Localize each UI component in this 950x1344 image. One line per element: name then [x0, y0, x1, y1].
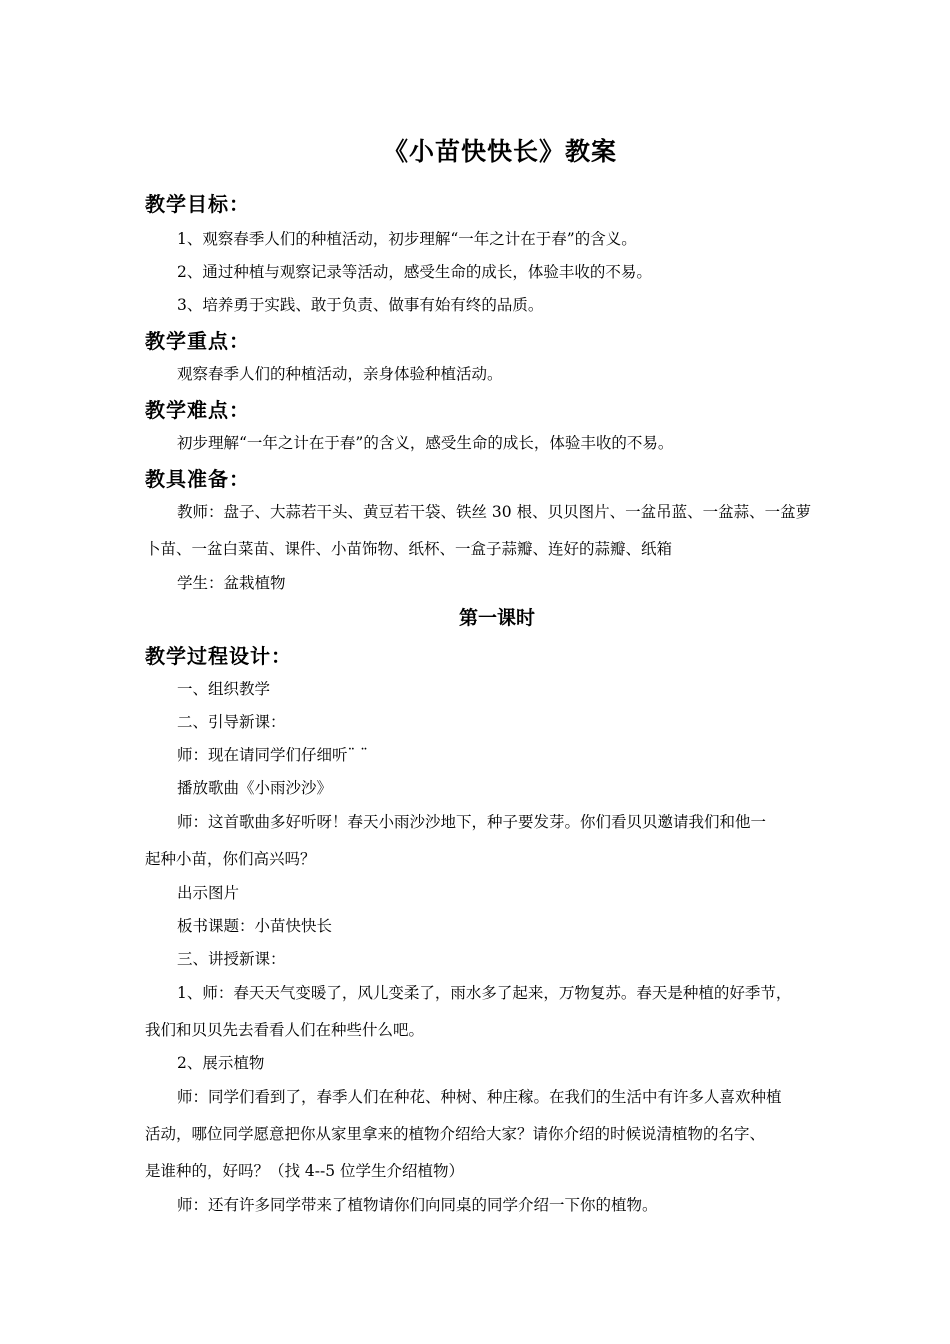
process-line: 板书课题：小苗快快长 [177, 917, 333, 935]
process-line: 出示图片 [177, 884, 240, 902]
lesson-subtitle: 第一课时 [458, 607, 535, 629]
process-line: 三、讲授新课： [177, 950, 286, 968]
process-line: 师：现在请同学们仔细听¨ ¨ [177, 746, 368, 764]
key-points-heading: 教学重点： [145, 329, 250, 353]
document-title: 《小苗快快长》教案 [382, 137, 617, 166]
process-line: 是谁种的，好吗？（找 4--5 位学生介绍植物） [145, 1162, 465, 1180]
objective-item: 1、观察春季人们的种植活动，初步理解“一年之计在于春”的含义。 [177, 230, 637, 248]
process-line: 师：这首歌曲多好听呀！春天小雨沙沙地下，种子要发芽。你们看贝贝邀请我们和他一 [177, 813, 767, 831]
difficulties-text: 初步理解“一年之计在于春”的含义，感受生命的成长，体验丰收的不易。 [177, 434, 674, 452]
materials-students: 学生：盆栽植物 [177, 574, 286, 592]
objectives-heading: 教学目标： [145, 192, 250, 216]
process-line: 1、师：春天天气变暖了，风儿变柔了，雨水多了起来，万物复苏。春天是种植的好季节， [177, 984, 792, 1002]
objective-item: 2、通过种植与观察记录等活动，感受生命的成长，体验丰收的不易。 [177, 263, 652, 281]
materials-teacher-line: 卜苗、一盆白菜苗、课件、小苗饰物、纸杯、一盒子蒜瓣、连好的蒜瓣、纸箱 [145, 540, 673, 558]
process-line: 2、展示植物 [177, 1054, 265, 1072]
difficulties-heading: 教学难点： [145, 398, 250, 422]
objective-item: 3、培养勇于实践、敢于负责、做事有始有终的品质。 [177, 296, 544, 314]
process-line: 活动，哪位同学愿意把你从家里拿来的植物介绍给大家？请你介绍的时候说清植物的名字、 [145, 1125, 766, 1143]
process-line: 二、引导新课： [177, 713, 286, 731]
process-line: 播放歌曲《小雨沙沙》 [177, 779, 333, 797]
process-heading: 教学过程设计： [145, 644, 292, 668]
materials-heading: 教具准备： [145, 467, 250, 491]
process-line: 我们和贝贝先去看看人们在种些什么吧。 [145, 1021, 425, 1039]
key-points-text: 观察春季人们的种植活动，亲身体验种植活动。 [177, 365, 503, 383]
process-line: 一、组织教学 [177, 680, 271, 698]
process-line: 师：同学们看到了，春季人们在种花、种树、种庄稼。在我们的生活中有许多人喜欢种植 [177, 1088, 782, 1106]
materials-teacher-line: 教师：盘子、大蒜若干头、黄豆若干袋、铁丝 30 根、贝贝图片、一盆吊蓝、一盆蒜、一盆萝 [177, 503, 812, 521]
process-line: 起种小苗，你们高兴吗？ [145, 850, 316, 868]
process-line: 师：还有许多同学带来了植物请你们向同桌的同学介绍一下你的植物。 [177, 1196, 658, 1214]
